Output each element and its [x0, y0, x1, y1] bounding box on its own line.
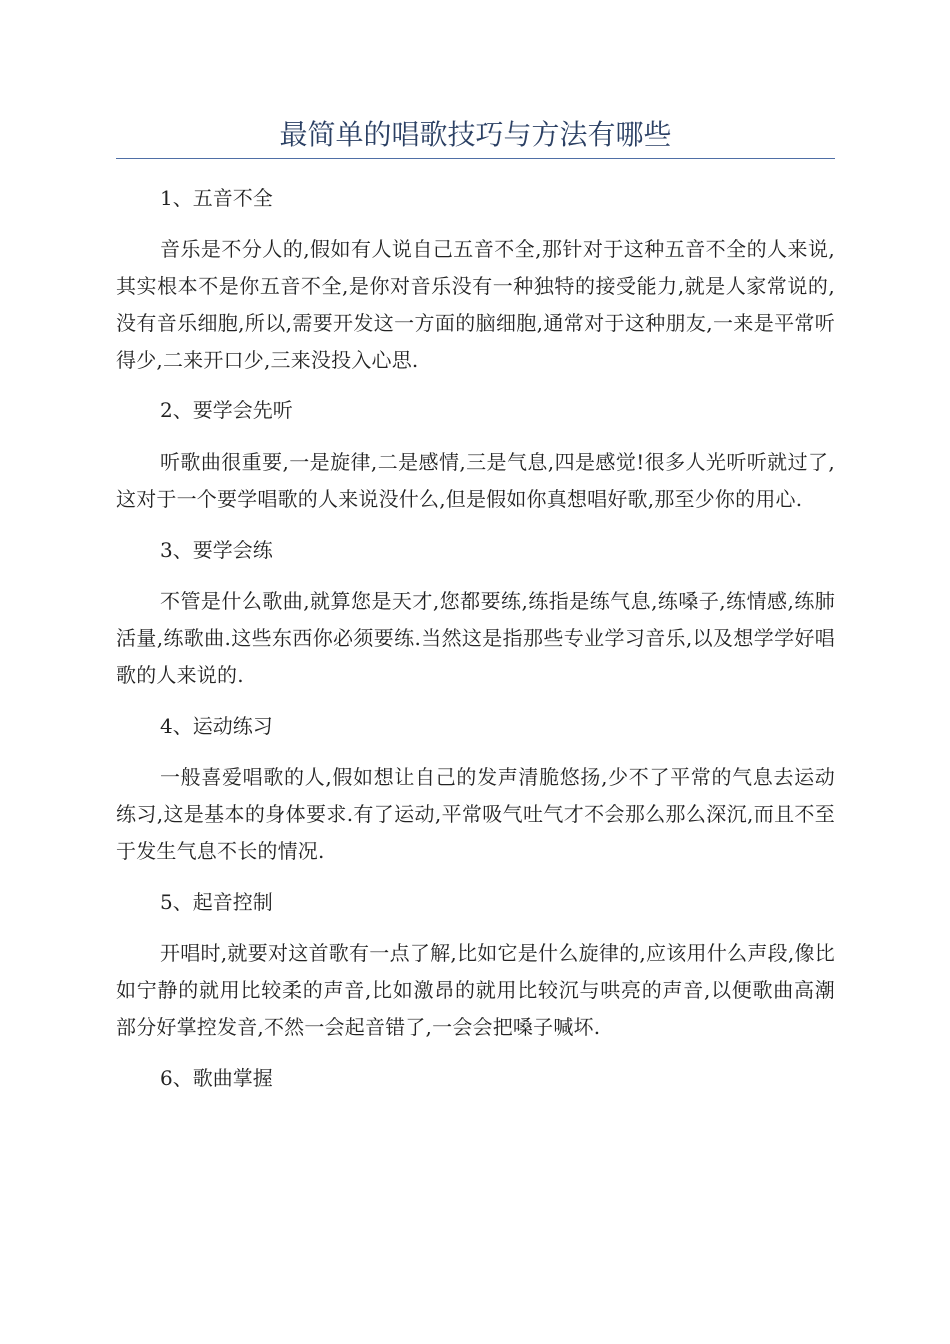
- section-heading-1: 1、五音不全: [160, 186, 273, 210]
- document-page: [116, 0, 835, 1096]
- section-heading-4: 4、运动练习: [160, 714, 273, 738]
- page-title: 最简单的唱歌技巧与方法有哪些: [279, 118, 672, 151]
- section-heading-3: 3、要学会练: [160, 538, 273, 562]
- section-heading-5: 5、起音控制: [160, 890, 273, 914]
- section-heading-2: 2、要学会先听: [160, 398, 293, 422]
- section-heading-6: 6、歌曲掌握: [160, 1066, 273, 1090]
- section-body-5: 开唱时,就要对这首歌有一点了解,比如它是什么旋律的,应该用什么声段,像比如宁静的就用比较柔的声音,比如激昂的就用比较沉与哄亮的声音,以便歌曲高潮部分好掌控发音,不然一会起音错了,一会会把嗓子喊坏.: [116, 941, 835, 1039]
- section-body-2: 听歌曲很重要,一是旋律,二是感情,三是气息,四是感觉!很多人光听听就过了,这对于一个要学唱歌的人来说没什么,但是假如你真想唱好歌,那至少你的用心.: [116, 450, 835, 511]
- title-underline: [116, 158, 835, 159]
- section-body-3: 不管是什么歌曲,就算您是天才,您都要练,练指是练气息,练嗓子,练情感,练肺活量,练歌曲.这些东西你必须要练.当然这是指那些专业学习音乐,以及想学学好唱歌的人来说的.: [116, 589, 835, 687]
- section-body-4: 一般喜爱唱歌的人,假如想让自己的发声清脆悠扬,少不了平常的气息去运动练习,这是基本的身体要求.有了运动,平常吸气吐气才不会那么那么深沉,而且不至于发生气息不长的情况.: [116, 765, 835, 863]
- section-body-1: 音乐是不分人的,假如有人说自己五音不全,那针对于这种五音不全的人来说,其实根本不是你五音不全,是你对音乐没有一种独特的接受能力,就是人家常说的,没有音乐细胞,所以,需要开发这一方面的脑细胞,通常对于这种朋友,一来是平常听得少,二来开口少,三来没投入心思.: [116, 237, 835, 372]
